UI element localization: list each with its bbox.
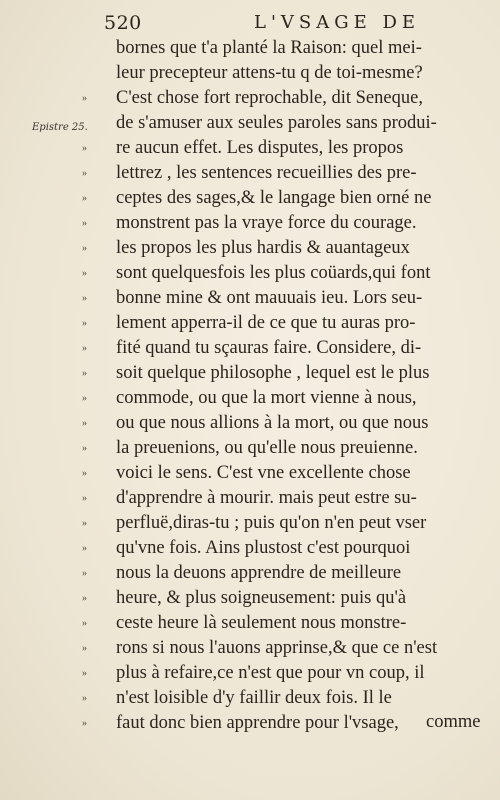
text-line: [82, 686, 476, 711]
quotation-mark: »: [82, 693, 87, 704]
quotation-mark: »: [82, 668, 87, 679]
text-line: [82, 261, 476, 286]
text-line: [96, 111, 476, 136]
text-line: [82, 611, 476, 636]
text-line: [82, 461, 476, 486]
quotation-mark: »: [82, 143, 87, 154]
text-line: [82, 411, 476, 436]
quotation-mark: »: [82, 518, 87, 529]
quotation-mark: »: [82, 168, 87, 179]
line-text: ceste heure là seulement nous monstre-: [116, 613, 407, 633]
text-line: [82, 236, 476, 261]
text-block: [82, 36, 476, 736]
quotation-mark: »: [82, 368, 87, 379]
quotation-mark: »: [82, 543, 87, 554]
line-text: soit quelque philosophe , lequel est le plus: [116, 363, 430, 383]
line-text: sont quelquesfois les plus coüards,qui font: [116, 263, 431, 283]
quotation-mark: »: [82, 593, 87, 604]
text-line: [82, 311, 476, 336]
text-line: [82, 136, 476, 161]
line-text: re aucun effet. Les disputes, les propos: [116, 138, 404, 158]
line-text: perfluë,diras-tu ; puis qu'on n'en peut vser: [116, 513, 427, 533]
line-text: faut donc bien apprendre pour l'vsage,: [116, 713, 399, 733]
text-line: [96, 61, 476, 86]
line-text: bonne mine & ont mauuais ieu. Lors seu-: [116, 288, 423, 308]
running-head: L'VSAGE DE: [254, 12, 421, 33]
text-line: [82, 636, 476, 661]
text-line: [82, 86, 476, 111]
line-text: fité quand tu sçauras faire. Considere, di-: [116, 338, 422, 358]
quotation-mark: »: [82, 93, 87, 104]
line-text: la preuenions, ou qu'elle nous preuienne.: [116, 438, 418, 458]
text-line: [82, 486, 476, 511]
text-line: [82, 211, 476, 236]
line-text: ceptes des sages,& le langage bien orné ne: [116, 188, 432, 208]
text-line: [82, 386, 476, 411]
text-line: [82, 361, 476, 386]
quotation-mark: »: [82, 718, 87, 729]
text-line: [82, 586, 476, 611]
catchword: comme: [426, 712, 481, 732]
line-text: monstrent pas la vraye force du courage.: [116, 213, 417, 233]
line-text: leur precepteur attens-tu q de toi-mesme?: [116, 63, 423, 83]
quotation-mark: »: [82, 293, 87, 304]
line-text: C'est chose fort reprochable, dit Seneque,: [116, 88, 423, 108]
line-text: de s'amuser aux seules paroles sans produi-: [116, 113, 437, 133]
quotation-mark: »: [82, 393, 87, 404]
quotation-mark: »: [82, 418, 87, 429]
text-line: [82, 161, 476, 186]
quotation-mark: »: [82, 643, 87, 654]
line-text: commode, ou que la mort vienne à nous,: [116, 388, 417, 408]
line-text: bornes que t'a planté la Raison: quel mei-: [116, 38, 422, 58]
quotation-mark: »: [82, 568, 87, 579]
text-line: [82, 336, 476, 361]
text-line: [82, 536, 476, 561]
quotation-mark: »: [82, 443, 87, 454]
line-text: lettrez , les sentences recueillies des pre-: [116, 163, 417, 183]
text-line: [82, 186, 476, 211]
margin-note: Epistre 25.: [32, 122, 88, 133]
quotation-mark: »: [82, 493, 87, 504]
text-line: [82, 661, 476, 686]
quotation-mark: »: [82, 218, 87, 229]
page-number: 520: [104, 12, 142, 34]
line-text: voici le sens. C'est vne excellente chose: [116, 463, 411, 483]
line-text: heure, & plus soigneusement: puis qu'à: [116, 588, 407, 608]
quotation-mark: »: [82, 193, 87, 204]
page-header: [104, 10, 464, 36]
quotation-mark: »: [82, 268, 87, 279]
quotation-mark: »: [82, 618, 87, 629]
line-text: ou que nous allions à la mort, ou que nous: [116, 413, 429, 433]
line-text: rons si nous l'auons apprinse,& que ce n'est: [116, 638, 438, 658]
line-text: n'est loisible d'y faillir deux fois. Il le: [116, 688, 392, 708]
quotation-mark: »: [82, 243, 87, 254]
line-text: les propos les plus hardis & auantageux: [116, 238, 410, 258]
line-text: nous la deuons apprendre de meilleure: [116, 563, 402, 583]
text-line: [82, 561, 476, 586]
quotation-mark: »: [82, 468, 87, 479]
text-line: [82, 286, 476, 311]
quotation-mark: »: [82, 343, 87, 354]
text-line: [82, 711, 476, 736]
text-line: [82, 511, 476, 536]
text-line: [82, 436, 476, 461]
text-line: [96, 36, 476, 61]
line-text: lement apperra-il de ce que tu auras pro-: [116, 313, 416, 333]
line-text: qu'vne fois. Ains plustost c'est pourquoi: [116, 538, 411, 558]
line-text: plus à refaire,ce n'est que pour vn coup, il: [116, 663, 425, 683]
quotation-mark: »: [82, 318, 87, 329]
line-text: d'apprendre à mourir. mais peut estre su-: [116, 488, 417, 508]
